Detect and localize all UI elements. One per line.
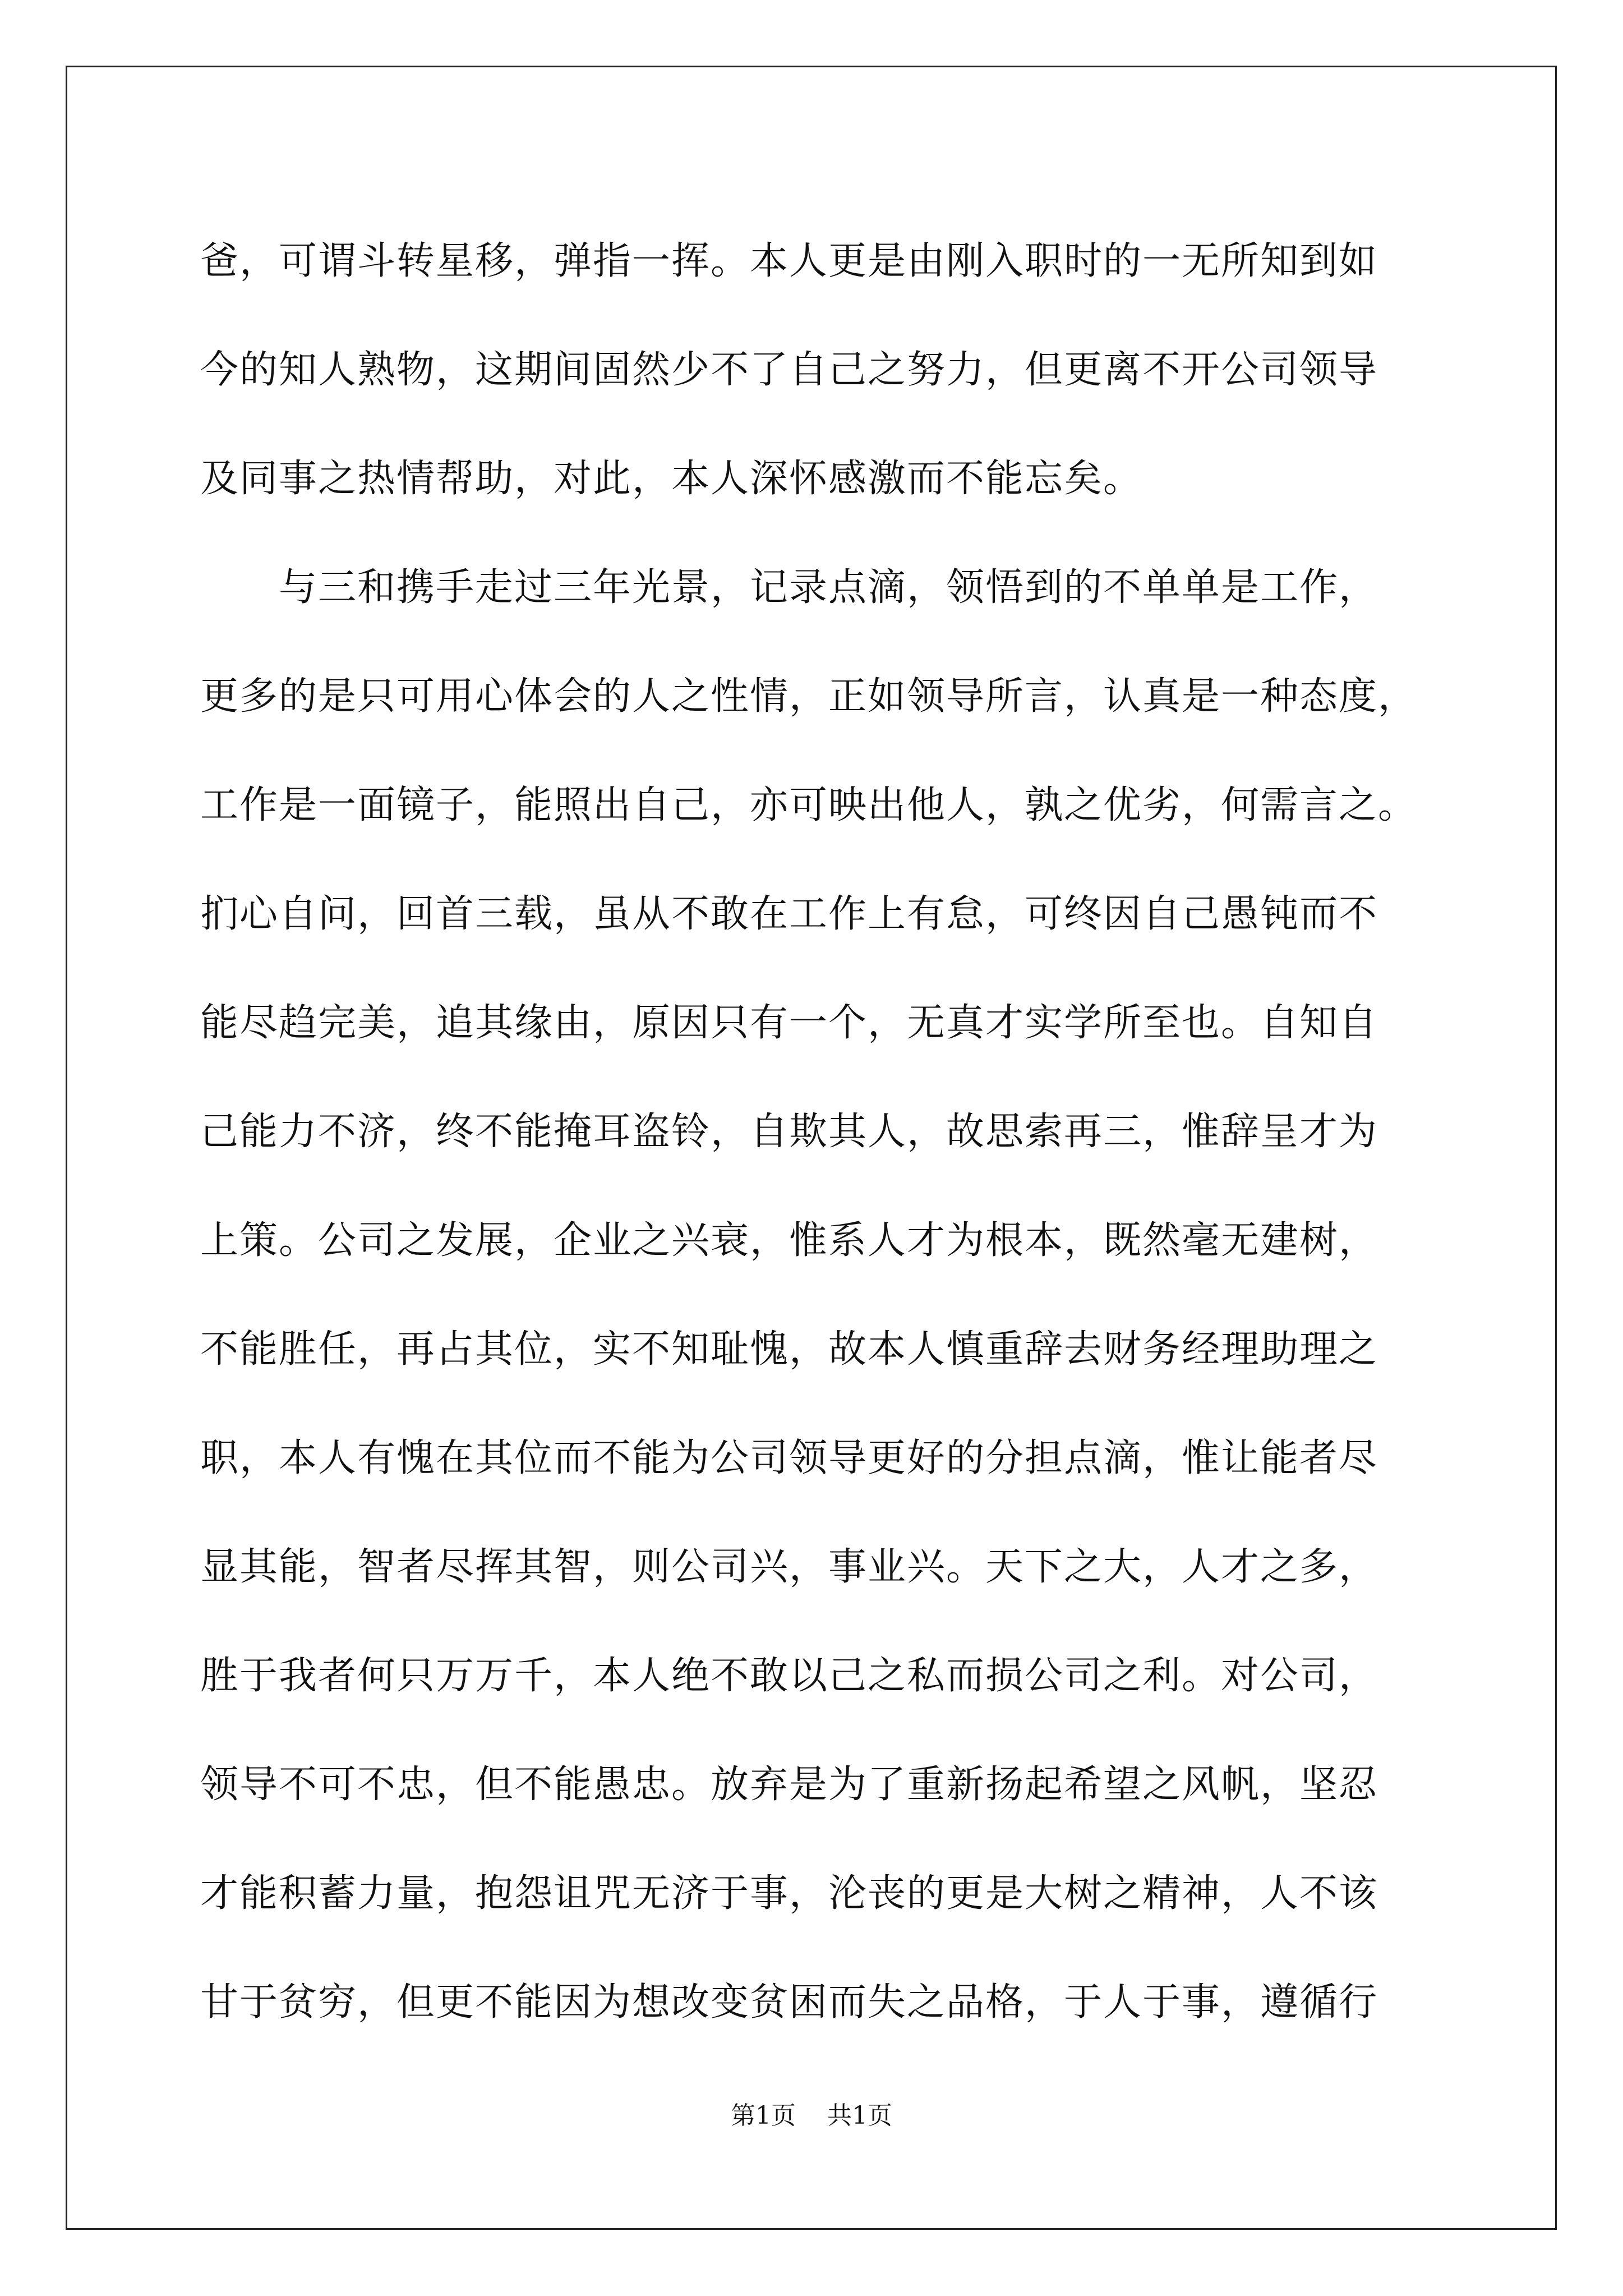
text-line: 上策。公司之发展，企业之兴衰，惟系人才为根本，既然毫无建树， [200,1218,1378,1263]
text-line: 更多的是只可用心体会的人之性情，正如领导所言，认真是一种态度， [200,674,1418,719]
document-body [200,207,1434,2057]
text-line: 己能力不济，终不能掩耳盗铃，自欺其人，故思索再三，惟辞呈才为 [200,1110,1378,1154]
page-footer [0,2095,1623,2131]
text-line: 领导不可不忠，但不能愚忠。放弃是为了重新扬起希望之风帆，坚忍 [200,1763,1378,1807]
text-line: 能尽趋完美，追其缘由，原因只有一个，无真才实学所至也。自知自 [200,1001,1378,1045]
text-line: 今的知人熟物，这期间固然少不了自己之努力，但更离不开公司领导 [200,348,1378,392]
text-line: 显其能，智者尽挥其智，则公司兴，事业兴。天下之大，人才之多， [200,1545,1378,1589]
text-line: 扪心自问，回首三载，虽从不敢在工作上有怠，可终因自己愚钝而不 [200,892,1378,936]
text-line: 不能胜任，再占其位，实不知耻愧，故本人慎重辞去财务经理助理之 [200,1327,1378,1372]
text-line: 与三和携手走过三年光景，记录点滴，领悟到的不单单是工作， [279,565,1378,610]
page-number: 第1页 [731,2101,796,2130]
text-line: 爸，可谓斗转星移，弹指一挥。本人更是由刚入职时的一无所知到如 [200,239,1378,283]
page-total: 共1页 [827,2101,892,2130]
text-line: 工作是一面镜子，能照出自己，亦可映出他人，孰之优劣，何需言之。 [200,783,1418,827]
text-line: 甘于贫穷，但更不能因为想改变贫困而失之品格，于人于事，遵循行 [200,1980,1378,2024]
text-line: 才能积蓄力量，抱怨诅咒无济于事，沦丧的更是大树之精神，人不该 [200,1871,1378,1916]
text-line: 及同事之热情帮助，对此，本人深怀感激而不能忘矣。 [200,457,1143,501]
text-line: 职，本人有愧在其位而不能为公司领导更好的分担点滴，惟让能者尽 [200,1436,1378,1480]
text-line: 胜于我者何只万万千，本人绝不敢以己之私而损公司之利。对公司， [200,1654,1378,1698]
